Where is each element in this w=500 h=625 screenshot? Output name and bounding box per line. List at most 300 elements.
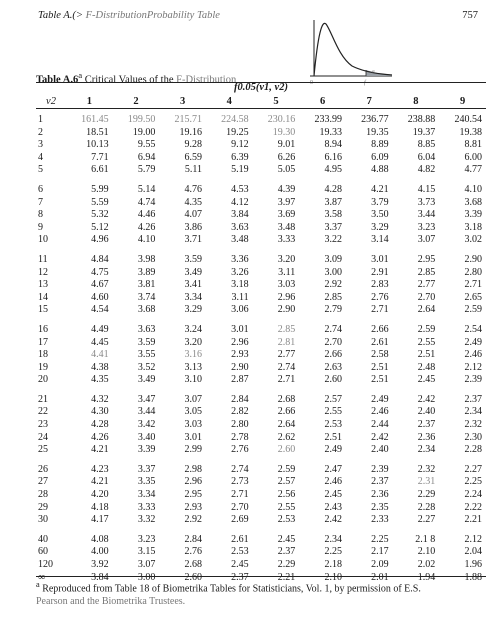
table-cell: 2.40 xyxy=(417,406,436,418)
table-cell: 3.86 xyxy=(184,221,202,233)
table-cell: 230.16 xyxy=(267,114,296,125)
table-cell: 4.23 xyxy=(91,463,109,475)
table-cell: 4.39 xyxy=(277,183,296,195)
table-cell: 2.96 xyxy=(277,291,296,303)
table-row xyxy=(36,109,486,127)
table-cell: 2.29 xyxy=(417,489,436,501)
table-cell: 2.55 xyxy=(277,501,296,513)
table-cell: 3.16 xyxy=(184,349,202,361)
col-header: 6 xyxy=(319,95,326,107)
table-cell: 2.37 xyxy=(417,419,436,431)
table-cell: 2.18 xyxy=(324,559,342,570)
footnote-line-2: Pearson and the Biometrika Trustees. xyxy=(36,596,186,608)
col-header: 3 xyxy=(180,95,186,107)
table-cell: 3.07 xyxy=(184,393,202,405)
table-cell: 19.25 xyxy=(226,126,249,138)
table-cell: 6.61 xyxy=(91,164,109,176)
figure-f-label: f xyxy=(364,80,366,86)
table-body xyxy=(36,109,486,585)
table-cell: 4.67 xyxy=(91,279,109,291)
table-cell: 2.68 xyxy=(184,559,202,570)
table-cell: 4.88 xyxy=(371,164,389,176)
table-cell: 2.63 xyxy=(324,361,342,373)
table-cell: 3.03 xyxy=(184,419,202,431)
table-cell: 3.07 xyxy=(137,559,156,570)
table-cell: 240.54 xyxy=(454,114,482,125)
table-row xyxy=(36,362,486,375)
table-cell: 5.14 xyxy=(137,183,156,195)
table-cell: 4.35 xyxy=(184,196,202,208)
table-cell: 2.73 xyxy=(231,476,249,488)
table-cell: 2.51 xyxy=(324,431,342,443)
table-row xyxy=(36,222,486,235)
table-cell: 2.71 xyxy=(277,374,296,386)
table-cell: 9.01 xyxy=(277,139,296,151)
row-label-v2: 22 xyxy=(38,406,48,418)
footnote-line-1: Reproduced from Table 18 of Biometrika Tables for Statisticians, Vol. 1, by permission of E.S. xyxy=(42,583,421,595)
table-cell: 4.17 xyxy=(91,514,109,526)
table-label: Table A.6 xyxy=(36,74,79,86)
table-cell: 2.30 xyxy=(464,431,482,443)
row-label-v2: 23 xyxy=(38,419,48,431)
table-cell: 2.66 xyxy=(371,323,389,335)
table-cell: 3.49 xyxy=(137,374,156,386)
table-cell: 4.28 xyxy=(324,183,342,195)
table-cell: 8.85 xyxy=(417,139,436,151)
table-row xyxy=(36,419,486,432)
table-cell: 3.98 xyxy=(137,253,156,265)
table-cell: 2.85 xyxy=(324,291,342,303)
table-cell: 2.74 xyxy=(231,463,249,475)
table-row xyxy=(36,317,486,337)
table-cell: 3.29 xyxy=(371,221,389,233)
table-cell: 3.81 xyxy=(137,279,156,291)
table-cell: 6.00 xyxy=(464,151,482,163)
table-cell: 4.60 xyxy=(91,291,109,303)
row-label-v2: 17 xyxy=(38,336,48,348)
table-cell: 3.48 xyxy=(231,234,249,246)
row-label-v2: 2 xyxy=(38,126,43,138)
table-cell: 2.28 xyxy=(464,444,482,456)
table-cell: 2.82 xyxy=(231,406,249,418)
running-title xyxy=(38,10,220,21)
table-cell: 2.96 xyxy=(231,336,249,348)
table-cell: 2.55 xyxy=(417,336,436,348)
table-cell: 2.85 xyxy=(417,266,436,278)
table-cell: 2.58 xyxy=(371,349,389,361)
table-cell: 2.68 xyxy=(277,393,296,405)
table-cell: 2.21 xyxy=(464,514,482,526)
table-cell: 2.77 xyxy=(277,349,296,361)
table-cell: 2.25 xyxy=(324,546,342,558)
table-cell: 6.59 xyxy=(184,151,202,163)
table-cell: 3.00 xyxy=(324,266,342,278)
table-cell: 8.89 xyxy=(371,139,389,151)
table-cell: 4.18 xyxy=(91,501,109,513)
table-cell: 2.66 xyxy=(324,349,342,361)
col-header: 7 xyxy=(366,95,372,107)
table-cell: 199.50 xyxy=(127,114,156,125)
table-cell: 2.81 xyxy=(277,336,296,348)
table-cell: 2.46 xyxy=(324,476,342,488)
table-cell: 3.40 xyxy=(137,431,156,443)
table-row xyxy=(36,177,486,197)
table-cell: 2.47 xyxy=(324,463,342,475)
table-cell: 19.00 xyxy=(132,126,156,138)
table-cell: 2.09 xyxy=(371,559,389,570)
table-cell: 3.13 xyxy=(184,361,202,373)
table-row xyxy=(36,164,486,177)
table-cell: 4.10 xyxy=(464,183,482,195)
table-cell: 2.24 xyxy=(464,489,482,501)
table-cell: 2.64 xyxy=(277,419,296,431)
row-label-v2: 29 xyxy=(38,501,48,513)
table-cell: 3.49 xyxy=(184,266,202,278)
table-cell: 3.37 xyxy=(137,463,156,475)
table-cell: 3.14 xyxy=(371,234,389,246)
table-cell: 3.52 xyxy=(137,361,156,373)
footnote xyxy=(36,578,488,608)
table-cell: 2.01 xyxy=(371,571,389,583)
table-cell: 3.23 xyxy=(417,221,436,233)
table-cell: 2.59 xyxy=(417,323,436,335)
table-cell: 2.84 xyxy=(184,533,202,545)
table-cell: 3.71 xyxy=(184,234,202,246)
table-cell: 3.42 xyxy=(137,419,156,431)
table-cell: 19.37 xyxy=(412,126,436,138)
col-header: 5 xyxy=(273,95,279,107)
table-cell: 2.93 xyxy=(184,501,202,513)
table-cell: 2.49 xyxy=(324,444,342,456)
table-cell: 2.71 xyxy=(464,279,482,291)
row-label-v2: 3 xyxy=(38,139,43,151)
table-cell: 3.68 xyxy=(137,304,156,316)
table-cell: 3.26 xyxy=(231,266,249,278)
table-cell: 2.1 8 xyxy=(415,533,436,545)
table-cell: 2.60 xyxy=(277,444,296,456)
table-cell: 6.09 xyxy=(371,151,389,163)
table-cell: 233.99 xyxy=(314,114,342,125)
table-cell: 2.49 xyxy=(464,336,482,348)
table-cell: 215.71 xyxy=(174,114,202,125)
row-label-v2: 25 xyxy=(38,444,48,456)
table-cell: 2.66 xyxy=(277,406,296,418)
table-cell: 2.70 xyxy=(417,291,436,303)
table-cell: 2.49 xyxy=(371,393,389,405)
table-cell: 3.33 xyxy=(277,234,296,246)
row-label-v2: 15 xyxy=(38,304,48,316)
table-cell: 3.50 xyxy=(371,209,389,221)
row-label-v2: 40 xyxy=(38,533,48,545)
running-title-prefix: Table A.(> xyxy=(38,10,84,21)
table-cell: 5.11 xyxy=(184,164,202,176)
row-label-v2: 27 xyxy=(38,476,48,488)
row-label-v2: 4 xyxy=(38,151,43,163)
table-cell: 9.12 xyxy=(231,139,249,151)
table-cell: 2.83 xyxy=(371,279,389,291)
table-cell: 224.58 xyxy=(221,114,249,125)
table-cell: 2.55 xyxy=(324,406,342,418)
table-cell: 3.55 xyxy=(137,349,156,361)
table-cell: 3.34 xyxy=(184,291,202,303)
table-row xyxy=(36,444,486,457)
table-cell: 3.32 xyxy=(137,514,156,526)
table-cell: 3.84 xyxy=(91,571,109,583)
table-cell: 3.11 xyxy=(231,291,249,303)
table-cell: 2.79 xyxy=(324,304,342,316)
table-cell: 4.10 xyxy=(137,234,156,246)
table-cell: 5.99 xyxy=(91,183,109,195)
table-cell: 2.84 xyxy=(231,393,249,405)
table-cell: 3.92 xyxy=(91,559,109,570)
table-cell: 4.26 xyxy=(91,431,109,443)
table-cell: 3.89 xyxy=(137,266,156,278)
table-cell: 3.36 xyxy=(231,253,249,265)
row-label-v2: 24 xyxy=(38,431,48,443)
table-cell: 2.74 xyxy=(324,323,342,335)
table-cell: 3.00 xyxy=(137,571,156,583)
table-cell: 2.53 xyxy=(277,514,296,526)
table-cell: 2.27 xyxy=(464,463,482,475)
table-cell: 4.54 xyxy=(91,304,109,316)
table-cell: 3.87 xyxy=(324,196,342,208)
row-label-v2: 13 xyxy=(38,279,48,291)
table-cell: 2.71 xyxy=(231,489,249,501)
table-cell: 2.51 xyxy=(371,361,389,373)
table-cell: 8.81 xyxy=(464,139,482,151)
table-cell: 2.48 xyxy=(417,361,436,373)
table-row xyxy=(36,457,486,477)
table-cell: 2.46 xyxy=(464,349,482,361)
table-cell: 2.37 xyxy=(231,571,249,583)
row-label-v2: 1 xyxy=(38,114,43,125)
table-cell: 2.29 xyxy=(277,559,296,570)
table-cell: 2.27 xyxy=(417,514,436,526)
table-cell: 4.28 xyxy=(91,419,109,431)
table-cell: 5.32 xyxy=(91,209,109,221)
table-cell: 5.79 xyxy=(137,164,156,176)
table-cell: 2.40 xyxy=(371,444,389,456)
table-cell: 4.08 xyxy=(91,533,109,545)
table-cell: 5.05 xyxy=(277,164,296,176)
table-cell: 2.80 xyxy=(231,419,249,431)
table-cell: 2.39 xyxy=(464,374,482,386)
table-cell: 4.20 xyxy=(91,489,109,501)
table-cell: 4.15 xyxy=(417,183,436,195)
table-cell: 2.54 xyxy=(464,323,482,335)
table-row xyxy=(36,374,486,387)
table-cell: 2.53 xyxy=(231,546,249,558)
table-cell: 19.33 xyxy=(319,126,342,138)
row-header-v2: v2 xyxy=(46,95,56,107)
row-label-v2: 60 xyxy=(38,546,48,558)
table-cell: 3.03 xyxy=(277,279,296,291)
table-cell: 2.34 xyxy=(417,444,436,456)
table-cell: 2.17 xyxy=(371,546,389,558)
table-cell: 9.55 xyxy=(137,139,156,151)
table-cell: 3.47 xyxy=(137,393,156,405)
table-row xyxy=(36,279,486,292)
table-row xyxy=(36,197,486,210)
table-cell: 4.07 xyxy=(184,209,202,221)
row-label-v2: 21 xyxy=(38,393,48,405)
table-cell: 5.19 xyxy=(231,164,249,176)
table-cell: 2.61 xyxy=(231,533,249,545)
page-header xyxy=(38,10,478,26)
col-header: 1 xyxy=(86,95,92,107)
table-cell: 19.30 xyxy=(272,126,296,138)
table-cell: 4.75 xyxy=(91,266,109,278)
table-cell: 2.35 xyxy=(371,501,389,513)
table-cell: 3.29 xyxy=(184,304,202,316)
table-row xyxy=(36,432,486,445)
table-cell: 2.44 xyxy=(371,419,389,431)
table-cell: 2.70 xyxy=(231,501,249,513)
table-cell: 2.70 xyxy=(324,336,342,348)
table-cell: 3.05 xyxy=(184,406,202,418)
table-cell: 2.64 xyxy=(417,304,436,316)
table-cell: 2.21 xyxy=(277,571,296,583)
table-row xyxy=(36,476,486,489)
table-cell: 3.37 xyxy=(324,221,342,233)
table-cell: 3.10 xyxy=(184,374,202,386)
row-label-v2: 6 xyxy=(38,183,43,195)
table-cell: 2.57 xyxy=(324,393,342,405)
table-cell: 2.04 xyxy=(464,546,482,558)
table-cell: 6.94 xyxy=(137,151,156,163)
page-number: 757 xyxy=(462,10,478,21)
table-cell: 2.61 xyxy=(371,336,389,348)
table-row xyxy=(36,267,486,280)
table-row xyxy=(36,514,486,527)
table-cell: 4.26 xyxy=(137,221,156,233)
table-cell: 3.15 xyxy=(137,546,156,558)
table-cell: 6.39 xyxy=(231,151,249,163)
table-cell: 3.97 xyxy=(277,196,296,208)
table-cell: 4.95 xyxy=(324,164,342,176)
col-header: 9 xyxy=(460,95,466,107)
table-cell: 4.84 xyxy=(91,253,109,265)
table-cell: 2.69 xyxy=(231,514,249,526)
table-cell: 3.41 xyxy=(184,279,202,291)
table-cell: 3.84 xyxy=(231,209,249,221)
table-cell: 2.32 xyxy=(464,419,482,431)
table-cell: 2.96 xyxy=(184,476,202,488)
table-cell: 4.21 xyxy=(91,444,109,456)
table-cell: 2.22 xyxy=(464,501,482,513)
row-label-v2: 7 xyxy=(38,196,43,208)
bottom-rule xyxy=(36,576,486,577)
table-cell: 4.21 xyxy=(371,183,389,195)
table-cell: 3.73 xyxy=(417,196,436,208)
table-cell: 2.45 xyxy=(417,374,436,386)
table-cell: 6.16 xyxy=(324,151,342,163)
table-row xyxy=(36,304,486,317)
table-cell: 2.77 xyxy=(417,279,436,291)
table-row xyxy=(36,292,486,305)
row-label-v2: 30 xyxy=(38,514,48,526)
table-cell: 1.96 xyxy=(464,559,482,570)
table-cell: 2.80 xyxy=(464,266,482,278)
table-row xyxy=(36,152,486,165)
table-cell: 2.90 xyxy=(277,304,296,316)
table-cell: 2.31 xyxy=(417,476,436,488)
density-curve xyxy=(314,23,392,76)
table-cell: 2.74 xyxy=(277,361,296,373)
table-cell: 2.37 xyxy=(464,393,482,405)
table-cell: 4.41 xyxy=(91,349,109,361)
table-row xyxy=(36,209,486,222)
row-label-v2: 18 xyxy=(38,349,48,361)
table-row xyxy=(36,247,486,267)
table-cell: 2.12 xyxy=(464,361,482,373)
table-cell: 3.06 xyxy=(231,304,249,316)
table-cell: 4.49 xyxy=(91,323,109,335)
table-cell: 3.07 xyxy=(417,234,436,246)
row-label-v2: 120 xyxy=(38,559,53,570)
table-row xyxy=(36,559,486,572)
table-cell: 5.59 xyxy=(91,196,109,208)
table-cell: 3.63 xyxy=(231,221,249,233)
table-cell: 2.76 xyxy=(184,546,202,558)
table-cell: 3.39 xyxy=(464,209,482,221)
table-cell: 3.48 xyxy=(277,221,296,233)
table-cell: 3.63 xyxy=(137,323,156,335)
table-cell: 4.35 xyxy=(91,374,109,386)
table-cell: 3.58 xyxy=(324,209,342,221)
col-header: 8 xyxy=(413,95,419,107)
table-cell: 3.34 xyxy=(137,489,156,501)
table-cell: 4.46 xyxy=(137,209,156,221)
table-cell: 3.44 xyxy=(417,209,436,221)
table-cell: 3.01 xyxy=(371,253,389,265)
f-value-heading: f0.05(v1, v2) xyxy=(234,82,288,93)
table-cell: 3.69 xyxy=(277,209,296,221)
table-cell: 3.74 xyxy=(137,291,156,303)
table-cell: 2.60 xyxy=(184,571,202,583)
table-cell: 3.33 xyxy=(137,501,156,513)
table-cell: 238.88 xyxy=(407,114,436,125)
table-cell: 3.02 xyxy=(464,234,482,246)
table-row xyxy=(36,127,486,140)
table-cell: 1.94 xyxy=(417,571,436,583)
table-cell: 161.45 xyxy=(81,114,109,125)
table-cell: 4.00 xyxy=(91,546,109,558)
table-cell: 3.39 xyxy=(137,444,156,456)
table-cell: 2.60 xyxy=(324,374,342,386)
row-label-v2: 11 xyxy=(38,253,48,265)
table-row xyxy=(36,406,486,419)
col-header: 2 xyxy=(133,95,139,107)
table-cell: 2.51 xyxy=(417,349,436,361)
table-cell: 18.51 xyxy=(86,126,109,138)
table-cell: 2.56 xyxy=(277,489,296,501)
row-label-v2: 26 xyxy=(38,463,48,475)
table-row xyxy=(36,527,486,547)
column-header-row xyxy=(36,94,486,109)
table-cell: 2.90 xyxy=(464,253,482,265)
table-cell: 2.25 xyxy=(371,533,389,545)
table-cell: 3.20 xyxy=(277,253,296,265)
table-cell: 2.98 xyxy=(184,463,202,475)
row-label-v2: 5 xyxy=(38,164,43,176)
table-cell: 6.04 xyxy=(417,151,436,163)
table-cell: 2.45 xyxy=(277,533,296,545)
table-cell: 4.77 xyxy=(464,164,482,176)
table-cell: 2.43 xyxy=(324,501,342,513)
table-cell: 5.12 xyxy=(91,221,109,233)
row-label-v2: 10 xyxy=(38,234,48,246)
